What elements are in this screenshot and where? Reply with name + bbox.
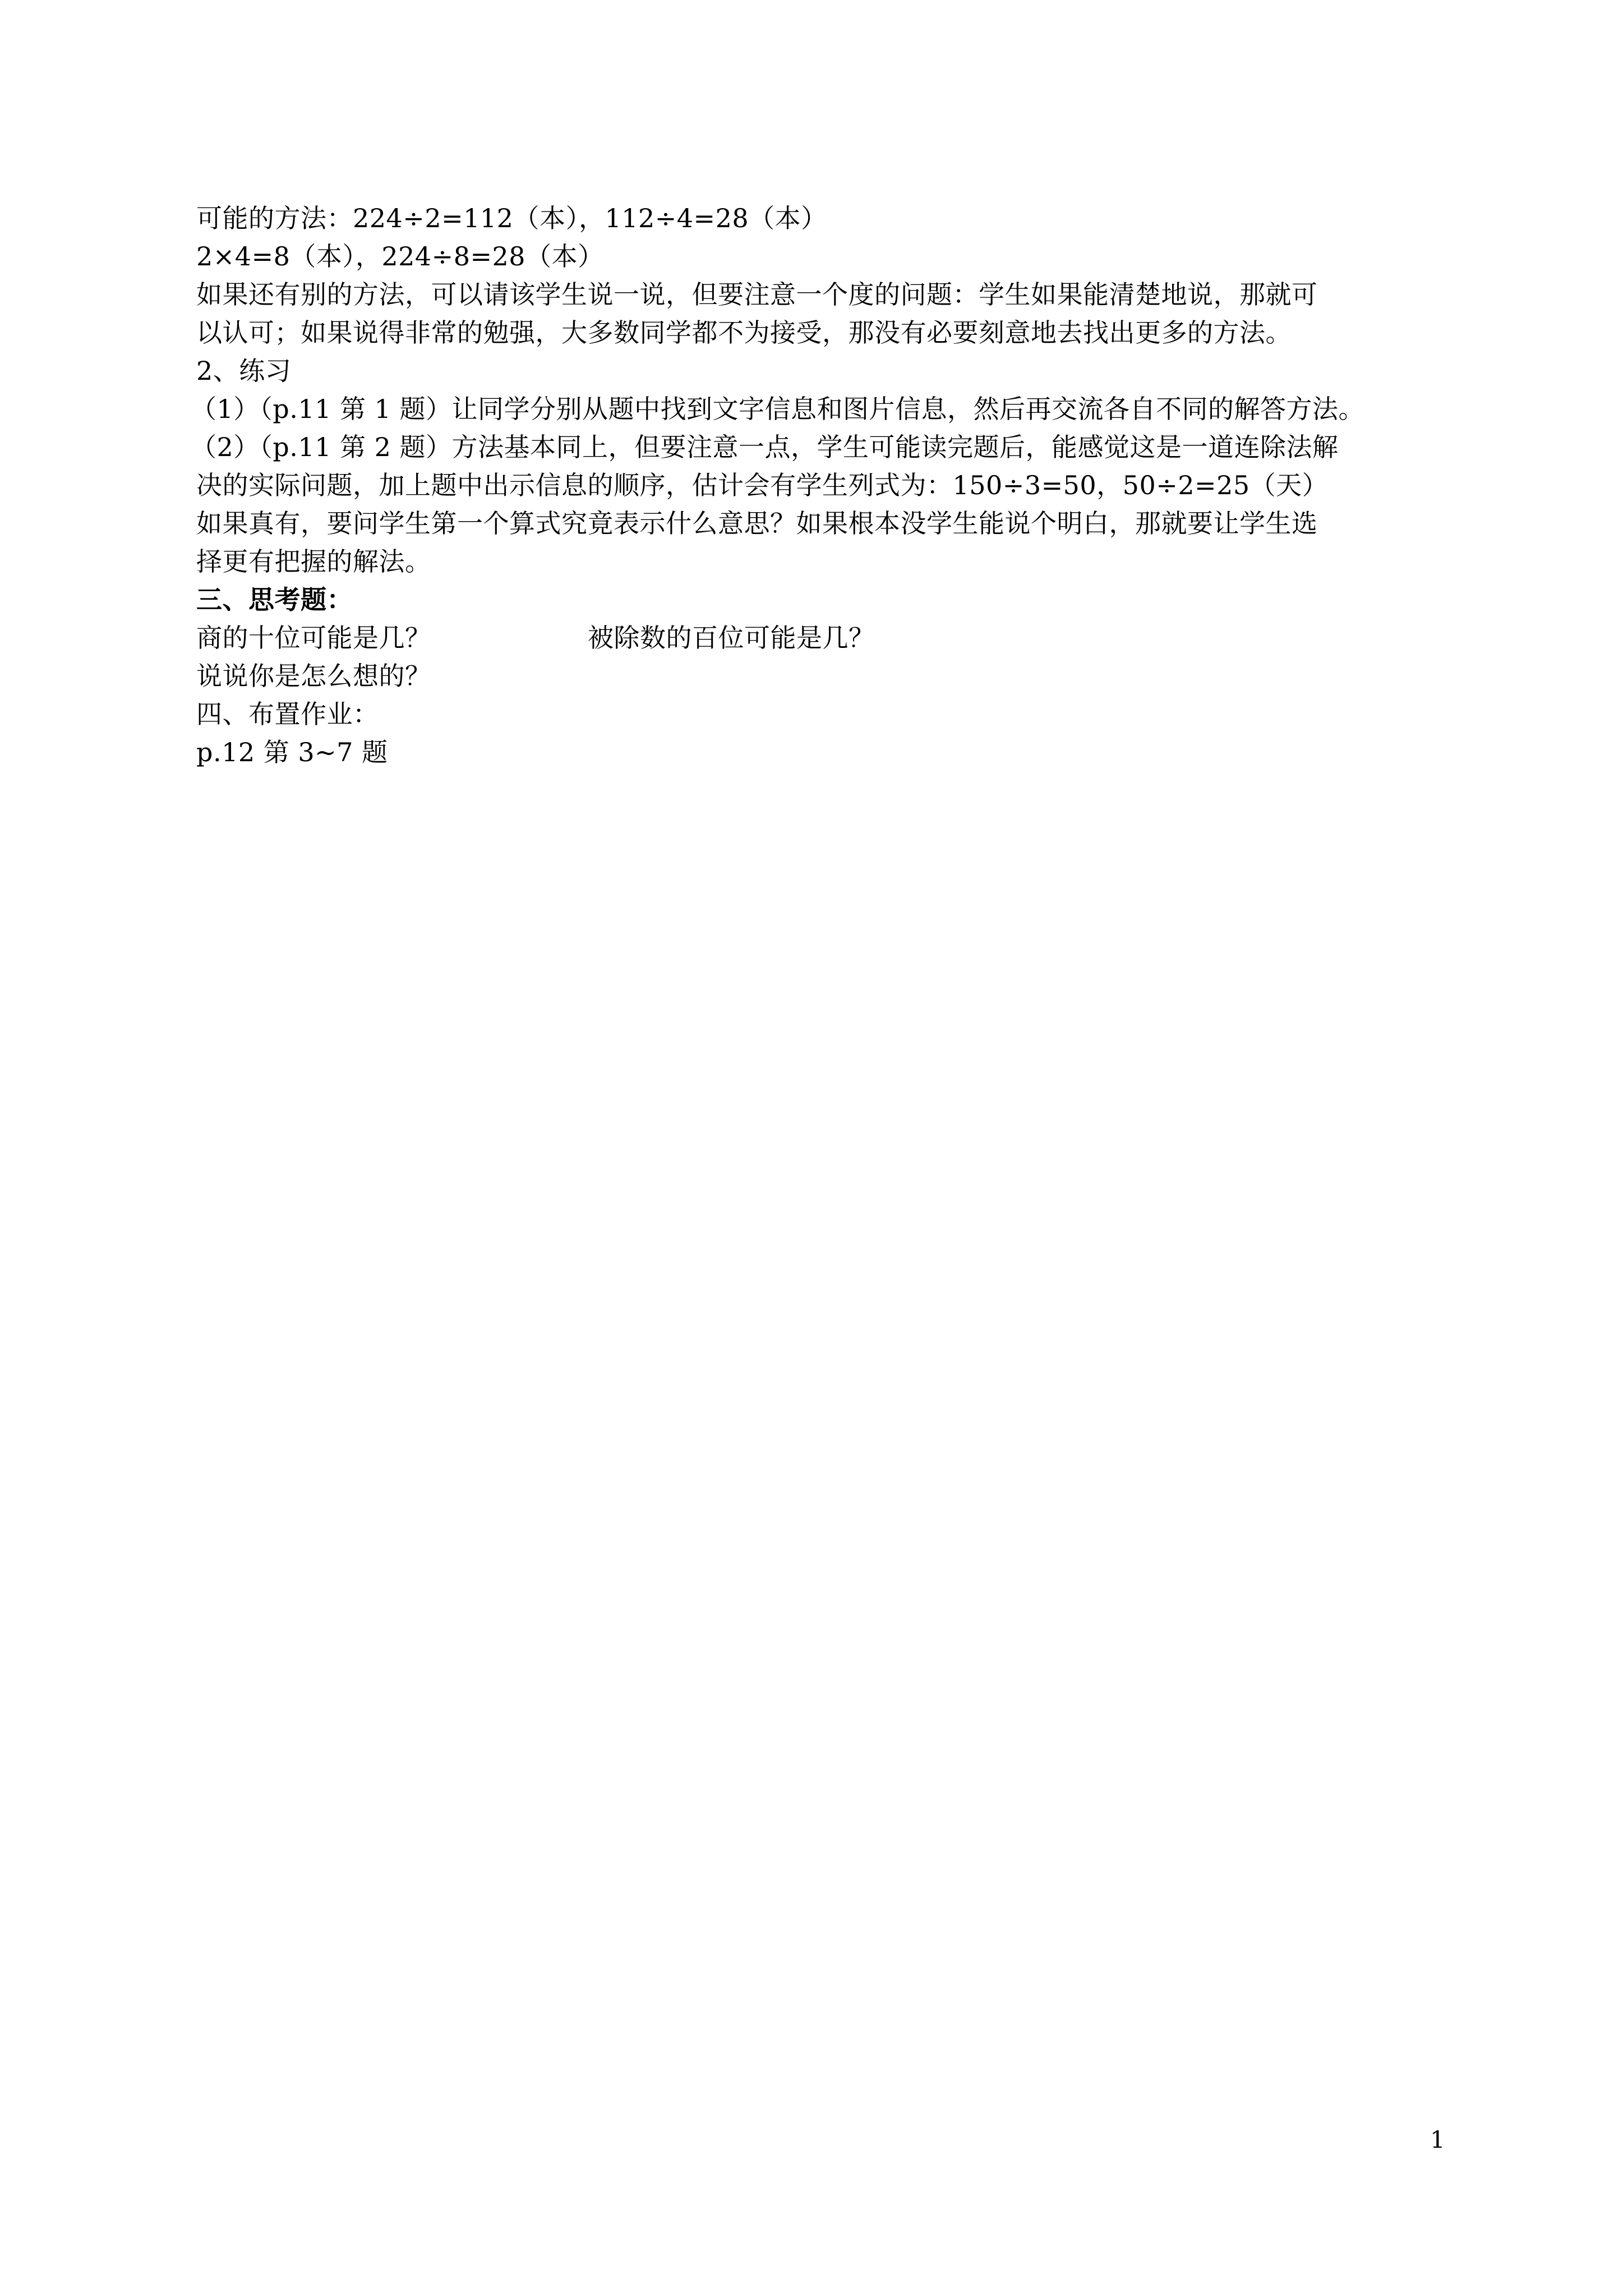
paragraph-line: 如果还有别的方法，可以请该学生说一说，但要注意一个度的问题：学生如果能清楚地说，那就可 bbox=[196, 279, 1318, 310]
practice-item-2: （2）（p.11 第 2 题）方法基本同上，但要注意一点，学生可能读完题后，能感觉这是一道连除法解 bbox=[191, 432, 1339, 462]
method-line-2: 2×4=8（本），224÷8=28（本） bbox=[196, 241, 604, 272]
method-line-1: 可能的方法：224÷2=112（本），112÷4=28（本） bbox=[196, 203, 827, 233]
think-question-1: 商的十位可能是几？ bbox=[196, 623, 431, 653]
section-3-heading: 三、思考题： bbox=[196, 585, 353, 615]
think-question-2: 被除数的百位可能是几？ bbox=[588, 623, 875, 653]
think-questions-row bbox=[196, 619, 1447, 657]
think-question-3: 说说你是怎么想的？ bbox=[196, 661, 431, 691]
paragraph-line: 以认可；如果说得非常的勉强，大多数同学都不为接受，那没有必要刻意地去找出更多的方法。 bbox=[196, 318, 1292, 348]
document-body bbox=[191, 199, 1447, 771]
paragraph-line: 择更有把握的解法。 bbox=[196, 546, 431, 577]
homework-assignment: p.12 第 3~7 题 bbox=[196, 737, 388, 767]
practice-item-1: （1）（p.11 第 1 题）让同学分别从题中找到文字信息和图片信息，然后再交流各自不同的解答方法。 bbox=[191, 394, 1365, 424]
section-practice-heading: 2、练习 bbox=[196, 356, 292, 386]
paragraph-line: 如果真有，要问学生第一个算式究竟表示什么意思？如果根本没学生能说个明白，那就要让学生选 bbox=[196, 508, 1318, 539]
page-number: 1 bbox=[1430, 2126, 1445, 2154]
paragraph-line: 决的实际问题，加上题中出示信息的顺序，估计会有学生列式为：150÷3=50，50÷2=25（天） bbox=[196, 470, 1329, 500]
section-4-heading: 四、布置作业： bbox=[196, 699, 379, 729]
